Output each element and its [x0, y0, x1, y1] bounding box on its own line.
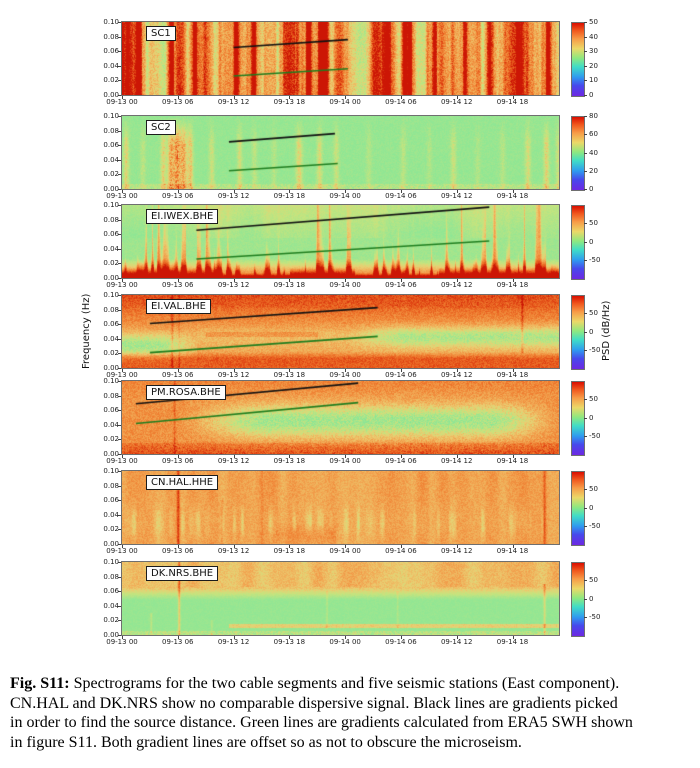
colorbar-tick-label: 0	[589, 503, 594, 512]
x-tick-label: 09-13 12	[217, 98, 250, 106]
y-tick-label: 0.06	[103, 141, 119, 150]
figure-caption	[10, 674, 696, 752]
x-tick-label: 09-14 12	[440, 547, 473, 555]
x-tick-label: 09-14 18	[496, 457, 529, 465]
colorbar-tick-label: 30	[589, 47, 598, 56]
x-tick-label: 09-14 12	[440, 638, 473, 646]
y-tick-label: 0.04	[103, 334, 119, 343]
colorbar	[571, 471, 585, 546]
spectrogram-panel-cn-hal-hhe	[103, 467, 601, 555]
y-tick-label: 0.02	[103, 525, 119, 534]
x-tick-label: 09-13 00	[106, 281, 138, 289]
colorbar	[571, 116, 585, 191]
colorbar-tick	[584, 418, 587, 419]
y-tick-label: 0.06	[103, 587, 119, 596]
x-tick-label: 09-14 06	[385, 457, 417, 465]
colorbar-tick	[584, 526, 587, 527]
y-tick-label: 0.02	[103, 435, 119, 444]
colorbar-tick-label: -50	[589, 612, 601, 621]
station-label: SC2	[146, 120, 176, 135]
x-tick-label: 09-13 06	[162, 192, 194, 200]
x-tick-label: 09-13 00	[106, 638, 138, 646]
y-tick-label: 0.00	[103, 185, 119, 193]
caption-line: CN.HAL and DK.NRS show no comparable dispersive signal. Black lines are gradients picked	[10, 694, 618, 712]
x-tick-label: 09-14 00	[329, 281, 361, 289]
x-tick-label: 09-13 12	[217, 547, 250, 555]
y-tick-label: 0.04	[103, 420, 119, 429]
colorbar-tick	[584, 171, 587, 172]
x-tick-label: 09-13 06	[162, 281, 194, 289]
x-tick-label: 09-14 18	[496, 371, 529, 379]
y-tick-label: 0.00	[103, 91, 119, 99]
y-tick-label: 0.08	[103, 126, 119, 135]
colorbar-tick	[584, 37, 587, 38]
y-tick-label: 0.08	[103, 215, 119, 224]
x-tick-label: 09-14 06	[385, 192, 417, 200]
station-label: EI.IWEX.BHE	[146, 209, 218, 224]
x-tick-label: 09-14 12	[440, 281, 473, 289]
y-tick-label: 0.00	[103, 274, 119, 282]
colorbar-tick	[584, 313, 587, 314]
colorbar-tick-label: -50	[589, 255, 601, 264]
spectrogram-panel-pm-rosa-bhe	[103, 377, 601, 465]
x-tick-label: 09-13 12	[217, 192, 250, 200]
x-tick-label: 09-14 06	[385, 281, 417, 289]
x-tick-label: 09-13 18	[273, 547, 306, 555]
x-tick-label: 09-14 00	[329, 547, 361, 555]
x-tick-label: 09-13 12	[217, 281, 250, 289]
x-tick-label: 09-13 18	[273, 192, 306, 200]
x-tick-label: 09-13 12	[217, 457, 250, 465]
x-tick-label: 09-13 06	[162, 638, 194, 646]
x-tick-label: 09-13 00	[106, 371, 138, 379]
x-tick-label: 09-13 18	[273, 281, 306, 289]
y-tick-label: 0.04	[103, 601, 119, 610]
colorbar-tick-label: 20	[589, 61, 598, 70]
colorbar	[571, 22, 585, 97]
colorbar-tick-label: -50	[589, 521, 601, 530]
caption-text: Spectrograms for the two cable segments and five seismic stations (East component).	[73, 675, 620, 692]
colorbar-tick	[584, 508, 587, 509]
colorbar-axis-label: PSD (dB/Hz)	[601, 300, 612, 362]
spectrogram-panel-ei-val-bhe	[103, 291, 601, 379]
y-tick-label: 0.06	[103, 47, 119, 56]
colorbar	[571, 562, 585, 637]
colorbar-tick-label: -50	[589, 345, 601, 354]
x-tick-label: 09-14 18	[496, 547, 529, 555]
y-tick-label: 0.10	[103, 18, 119, 26]
colorbar-tick	[584, 223, 587, 224]
colorbar-tick-label: 0	[589, 237, 594, 246]
x-tick-label: 09-14 06	[385, 547, 417, 555]
colorbar-tick-label: 50	[589, 576, 598, 585]
y-tick-label: 0.04	[103, 155, 119, 164]
y-tick-label: 0.04	[103, 510, 119, 519]
colorbar-tick-label: 50	[589, 309, 598, 318]
y-tick-label: 0.08	[103, 572, 119, 581]
x-tick-label: 09-14 00	[329, 98, 361, 106]
colorbar-tick-label: 10	[589, 76, 598, 85]
colorbar	[571, 295, 585, 370]
y-tick-label: 0.00	[103, 631, 119, 639]
colorbar-tick	[584, 436, 587, 437]
x-tick-label: 09-14 12	[440, 457, 473, 465]
x-tick-label: 09-13 12	[217, 371, 250, 379]
x-tick-label: 09-14 18	[496, 281, 529, 289]
x-tick-label: 09-14 00	[329, 371, 361, 379]
x-tick-label: 09-13 18	[273, 371, 306, 379]
y-tick-label: 0.00	[103, 364, 119, 372]
spectrogram-canvas	[122, 22, 559, 95]
y-tick-label: 0.10	[103, 291, 119, 299]
y-tick-label: 0.02	[103, 349, 119, 358]
colorbar-tick	[584, 153, 587, 154]
y-tick-label: 0.04	[103, 61, 119, 70]
x-tick-label: 09-13 00	[106, 547, 138, 555]
colorbar-tick	[584, 617, 587, 618]
x-tick-label: 09-14 06	[385, 638, 417, 646]
x-tick-label: 09-13 06	[162, 98, 194, 106]
x-tick-label: 09-14 00	[329, 192, 361, 200]
colorbar-tick-label: 0	[589, 594, 594, 603]
y-tick-label: 0.00	[103, 540, 119, 548]
colorbar-tick-label: 50	[589, 395, 598, 404]
colorbar-tick	[584, 80, 587, 81]
spectrogram-panel-sc2	[103, 112, 598, 200]
colorbar	[571, 381, 585, 456]
station-label: SC1	[146, 26, 176, 41]
x-tick-label: 09-13 06	[162, 457, 194, 465]
colorbar-tick-label: -50	[589, 431, 601, 440]
colorbar-tick-label: 50	[589, 485, 598, 494]
x-tick-label: 09-14 18	[496, 98, 529, 106]
x-tick-label: 09-13 18	[273, 638, 306, 646]
y-tick-label: 0.08	[103, 391, 119, 400]
x-tick-label: 09-13 00	[106, 98, 138, 106]
y-tick-label: 0.10	[103, 112, 119, 120]
colorbar-tick-label: 0	[589, 413, 594, 422]
colorbar-tick	[584, 95, 587, 96]
colorbar-tick	[584, 189, 587, 190]
y-tick-label: 0.08	[103, 32, 119, 41]
colorbar-tick-label: 50	[589, 18, 598, 26]
x-tick-label: 09-14 12	[440, 371, 473, 379]
station-label: PM.ROSA.BHE	[146, 385, 226, 400]
y-tick-label: 0.02	[103, 170, 119, 179]
x-tick-label: 09-13 00	[106, 457, 138, 465]
y-tick-label: 0.08	[103, 481, 119, 490]
spectrogram-panel-dk-nrs-bhe	[103, 558, 601, 646]
x-tick-label: 09-14 18	[496, 638, 529, 646]
colorbar-tick	[584, 599, 587, 600]
colorbar-tick	[584, 51, 587, 52]
colorbar-tick-label: 60	[589, 130, 598, 139]
station-label: CN.HAL.HHE	[146, 475, 218, 490]
colorbar-tick	[584, 66, 587, 67]
spectrogram-canvas	[122, 116, 559, 189]
y-tick-label: 0.06	[103, 406, 119, 415]
x-tick-label: 09-13 00	[106, 192, 138, 200]
y-tick-label: 0.08	[103, 305, 119, 314]
colorbar-tick-label: 40	[589, 32, 598, 41]
x-tick-label: 09-13 06	[162, 371, 194, 379]
colorbar-tick	[584, 134, 587, 135]
y-tick-label: 0.02	[103, 259, 119, 268]
x-tick-label: 09-13 18	[273, 457, 306, 465]
x-tick-label: 09-14 18	[496, 192, 529, 200]
y-tick-label: 0.10	[103, 467, 119, 475]
colorbar-tick-label: 0	[589, 327, 594, 336]
spectrogram-panel-sc1	[103, 18, 598, 106]
y-tick-label: 0.04	[103, 244, 119, 253]
y-tick-label: 0.10	[103, 558, 119, 566]
caption-line: in order to find the source distance. Green lines are gradients calculated from ERA5 SWH shown	[10, 714, 633, 731]
colorbar-tick	[584, 489, 587, 490]
colorbar-tick-label: 40	[589, 148, 598, 157]
caption-line: in figure S11. Both gradient lines are offset so as not to obscure the microseism.	[10, 733, 522, 751]
x-tick-label: 09-14 12	[440, 192, 473, 200]
y-tick-label: 0.10	[103, 377, 119, 385]
x-tick-label: 09-14 00	[329, 457, 361, 465]
colorbar-tick	[584, 350, 587, 351]
caption-line	[10, 674, 696, 694]
y-tick-label: 0.06	[103, 230, 119, 239]
colorbar-tick	[584, 399, 587, 400]
colorbar-tick-label: 50	[589, 219, 598, 228]
colorbar-tick-label: 80	[589, 112, 598, 120]
y-tick-label: 0.00	[103, 450, 119, 458]
colorbar-tick	[584, 116, 587, 117]
station-label: DK.NRS.BHE	[146, 566, 218, 581]
x-tick-label: 09-13 06	[162, 547, 194, 555]
x-tick-label: 09-14 06	[385, 371, 417, 379]
y-tick-label: 0.06	[103, 496, 119, 505]
x-tick-label: 09-14 06	[385, 98, 417, 106]
caption-label: Fig. S11:	[10, 675, 70, 692]
colorbar	[571, 205, 585, 280]
x-tick-label: 09-14 12	[440, 98, 473, 106]
colorbar-tick-label: 0	[589, 91, 594, 99]
y-tick-label: 0.02	[103, 76, 119, 85]
colorbar-tick	[584, 260, 587, 261]
colorbar-tick	[584, 22, 587, 23]
y-tick-label: 0.10	[103, 201, 119, 209]
y-axis-label: Frequency (Hz)	[81, 293, 92, 369]
x-tick-label: 09-13 18	[273, 98, 306, 106]
station-label: EI.VAL.BHE	[146, 299, 211, 314]
colorbar-tick	[584, 242, 587, 243]
colorbar-tick	[584, 332, 587, 333]
colorbar-tick-label: 20	[589, 166, 598, 175]
colorbar-tick	[584, 580, 587, 581]
x-tick-label: 09-13 12	[217, 638, 250, 646]
spectrogram-panel-ei-iwex-bhe	[103, 201, 601, 289]
y-tick-label: 0.02	[103, 616, 119, 625]
y-tick-label: 0.06	[103, 320, 119, 329]
x-tick-label: 09-14 00	[329, 638, 361, 646]
colorbar-tick-label: 0	[589, 185, 594, 193]
